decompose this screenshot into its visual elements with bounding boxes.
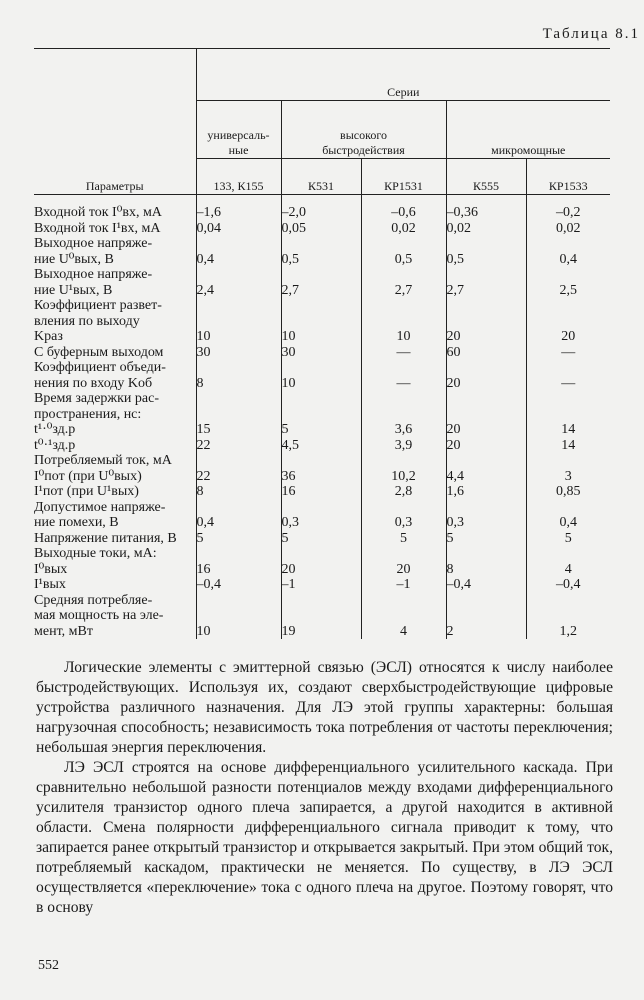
row-label: Выходные токи, мА:	[34, 546, 157, 561]
row-label: Входной ток I⁰вх, мА	[34, 205, 162, 220]
table-cell	[361, 391, 446, 407]
table-cell	[446, 407, 526, 423]
table-cell	[196, 500, 281, 516]
table-cell	[526, 360, 610, 376]
row-label: Входной ток I¹вх, мА	[34, 220, 161, 236]
table-cell	[361, 298, 446, 314]
table-cell: 3	[526, 469, 610, 485]
table-cell: 10	[196, 329, 281, 345]
table-cell	[196, 593, 281, 609]
table-cell: –0,2	[526, 205, 610, 221]
table-cell	[281, 593, 361, 609]
table-cell: 3,6	[361, 422, 446, 438]
row-label: Kраз	[34, 329, 63, 344]
table-cell: 5	[526, 531, 610, 547]
table-cell: —	[526, 376, 610, 392]
table-cell: 15	[196, 422, 281, 438]
table-row	[34, 391, 610, 407]
table-cell	[526, 593, 610, 609]
table-row	[34, 531, 610, 547]
row-label: мент, мВт	[34, 623, 93, 639]
row-label: ние U⁰вых, В	[34, 251, 114, 267]
table-cell	[446, 453, 526, 469]
row-label: ние U¹вых, В	[34, 282, 113, 298]
table-cell: 20	[446, 438, 526, 454]
row-label: вления по выходу	[34, 313, 140, 329]
table-cell	[361, 608, 446, 624]
table-cell: 5	[361, 531, 446, 547]
table-row	[34, 577, 610, 593]
table-cell: 2,7	[361, 283, 446, 299]
table-cell	[196, 407, 281, 423]
table-cell: 2,8	[361, 484, 446, 500]
table-cell: 1,2	[526, 624, 610, 640]
table-cell: 0,85	[526, 484, 610, 500]
row-label: I¹пот (при U¹вых)	[34, 484, 139, 499]
row-label: t⁰·¹зд.р	[34, 437, 76, 453]
table-row	[34, 329, 610, 345]
table-row	[34, 205, 610, 221]
table-row	[34, 252, 610, 268]
table-row	[34, 469, 610, 485]
table-cell	[446, 236, 526, 252]
table-cell	[281, 407, 361, 423]
table-cell: 2,7	[281, 283, 361, 299]
table-row	[34, 221, 610, 237]
table-cell: —	[361, 376, 446, 392]
row-label: ние помехи, В	[34, 515, 119, 530]
table-cell	[526, 453, 610, 469]
row-label: нения по входу Kоб	[34, 375, 153, 391]
row-label: С буферным выходом	[34, 344, 164, 360]
header-series: Серии	[196, 49, 610, 101]
table-cell: —	[526, 345, 610, 361]
table-row	[34, 484, 610, 500]
table-row	[34, 422, 610, 438]
table-cell	[361, 314, 446, 330]
row-label: Напряжение питания, В	[34, 530, 177, 546]
table-cell: 19	[281, 624, 361, 640]
table-cell: 4,4	[446, 469, 526, 485]
table-cell: –0,4	[526, 577, 610, 593]
table-row	[34, 624, 610, 640]
table-cell	[196, 236, 281, 252]
table-cell: 30	[196, 345, 281, 361]
table-cell: 20	[446, 422, 526, 438]
table-cell	[196, 314, 281, 330]
table-cell: 5	[281, 531, 361, 547]
table-cell: 8	[196, 484, 281, 500]
table-cell: –0,6	[361, 205, 446, 221]
table-row	[34, 283, 610, 299]
table-cell: 36	[281, 469, 361, 485]
table-row	[34, 546, 610, 562]
table-cell: 10	[361, 329, 446, 345]
table-cell	[446, 608, 526, 624]
table-cell: 0,3	[361, 515, 446, 531]
table-cell	[446, 546, 526, 562]
table-cell: 2	[446, 624, 526, 640]
table-cell	[526, 546, 610, 562]
table-cell	[281, 298, 361, 314]
table-cell: 4,5	[281, 438, 361, 454]
table-cell	[526, 391, 610, 407]
row-label: Выходное напряже-	[34, 236, 153, 251]
table-cell: —	[361, 345, 446, 361]
table-cell	[361, 546, 446, 562]
row-label: Допустимое напряже-	[34, 499, 166, 515]
table-cell: –0,36	[446, 205, 526, 221]
table-row	[34, 314, 610, 330]
table-cell	[281, 360, 361, 376]
table-cell: 0,3	[281, 515, 361, 531]
table-cell	[196, 608, 281, 624]
table-cell: 3,9	[361, 438, 446, 454]
table-cell	[446, 298, 526, 314]
table-cell: –2,0	[281, 205, 361, 221]
table-row	[34, 562, 610, 578]
table-cell	[361, 453, 446, 469]
table-cell	[281, 608, 361, 624]
row-label: Потребляемый ток, мА	[34, 453, 172, 468]
table-cell	[526, 500, 610, 516]
table-cell	[446, 267, 526, 283]
table-cell	[526, 267, 610, 283]
row-label: Время задержки рас-	[34, 391, 159, 406]
table-cell	[361, 407, 446, 423]
table-row	[34, 500, 610, 516]
row-label: I⁰вых	[34, 561, 68, 577]
table-cell: 0,5	[361, 252, 446, 268]
table-cell: 0,5	[281, 252, 361, 268]
table-cell: –1	[361, 577, 446, 593]
table-cell: 0,02	[526, 221, 610, 237]
table-cell	[446, 593, 526, 609]
header-group-lowpower: микромощные	[446, 101, 610, 159]
table-cell: 0,4	[526, 252, 610, 268]
body-text	[36, 658, 613, 918]
header-group-highspeed: высокого быстродействия	[281, 101, 446, 159]
table-cell	[361, 593, 446, 609]
table-cell: 10,2	[361, 469, 446, 485]
row-label: мая мощность на эле-	[34, 608, 164, 623]
table-label: Таблица 8.1	[542, 26, 640, 42]
table-cell	[196, 360, 281, 376]
table-cell	[361, 236, 446, 252]
table-row	[34, 608, 610, 624]
table-cell: –0,4	[196, 577, 281, 593]
table-cell: 2,4	[196, 283, 281, 299]
parameters-table	[34, 48, 610, 639]
table-cell	[281, 267, 361, 283]
table-cell: 14	[526, 422, 610, 438]
table-cell: 10	[196, 624, 281, 640]
row-label: Коэффициент объеди-	[34, 360, 166, 375]
table-cell: 1,6	[446, 484, 526, 500]
table-cell	[281, 546, 361, 562]
row-label: Выходное напряже-	[34, 267, 153, 282]
row-label: I¹вых	[34, 577, 66, 592]
row-label: Средняя потребляе-	[34, 592, 153, 608]
table-row	[34, 236, 610, 252]
table-cell: –1	[281, 577, 361, 593]
table-cell: 0,4	[196, 515, 281, 531]
header-params: Параметры	[34, 49, 196, 195]
table-cell: 5	[196, 531, 281, 547]
table-cell	[281, 500, 361, 516]
table-row	[34, 267, 610, 283]
table-cell	[446, 360, 526, 376]
table-cell	[196, 267, 281, 283]
row-label: Коэффициент развет-	[34, 298, 162, 313]
table-body	[34, 205, 610, 639]
table-cell: 0,4	[526, 515, 610, 531]
table-row	[34, 453, 610, 469]
table-cell: 20	[281, 562, 361, 578]
table-row	[34, 360, 610, 376]
table-row	[34, 438, 610, 454]
table-row	[34, 407, 610, 423]
table-cell: 0,5	[446, 252, 526, 268]
table-row	[34, 515, 610, 531]
table-cell	[446, 500, 526, 516]
table-row	[34, 345, 610, 361]
table-cell: 10	[281, 376, 361, 392]
paragraph: Логические элементы с эмиттерной связью (ЭСЛ) относятся к числу наиболее быстродействующих. Используя их, создают сверхбыстродействующие цифровые устройства различного назначения. Для ЛЭ этой группы характерны: большая нагрузочная способность; независимость тока потребления от частоты переключения; небольшая энергия переключения.	[36, 659, 613, 756]
table-cell: 22	[196, 469, 281, 485]
header-group-universal: универсаль- ные	[196, 101, 281, 159]
table-cell: 22	[196, 438, 281, 454]
table-cell: –1,6	[196, 205, 281, 221]
column-header: КР1531	[361, 159, 446, 195]
table-cell: 10	[281, 329, 361, 345]
table-cell	[361, 500, 446, 516]
table-cell: 0,02	[446, 221, 526, 237]
table-cell: 0,05	[281, 221, 361, 237]
table-cell	[196, 391, 281, 407]
table-cell: 20	[526, 329, 610, 345]
paragraph: ЛЭ ЭСЛ строятся на основе дифференциального усилительного каскада. При сравнительно небольшой разности потенциалов между входами дифференциального усилителя транзистор одного плеча запирается, а другой находится в активной области. Смена полярности дифференциального сигнала приводит к тому, что запирается ранее открытый транзистор и открывается закрытый. При этом общий ток, потребляемый каскадом, практически не меняется. По существу, в ЛЭ ЭСЛ осуществляется «переключение» тока с одного плеча на другое. Поэтому говорят, что в основу	[36, 759, 613, 916]
table-cell	[526, 407, 610, 423]
table-cell	[446, 314, 526, 330]
table-cell	[446, 391, 526, 407]
table-cell: 0,02	[361, 221, 446, 237]
table-cell: 16	[196, 562, 281, 578]
table-cell: 8	[196, 376, 281, 392]
table-row	[34, 298, 610, 314]
table-cell	[196, 298, 281, 314]
table-cell: 30	[281, 345, 361, 361]
row-label: I⁰пот (при U⁰вых)	[34, 468, 142, 484]
page-number: 552	[38, 958, 59, 973]
column-header: 133, К155	[196, 159, 281, 195]
table-cell: 14	[526, 438, 610, 454]
column-header: КР1533	[526, 159, 610, 195]
row-label: пространения, нс:	[34, 406, 142, 422]
table-cell: 16	[281, 484, 361, 500]
table-cell	[281, 314, 361, 330]
table-cell: 0,04	[196, 221, 281, 237]
column-header: К531	[281, 159, 361, 195]
table-cell: 2,7	[446, 283, 526, 299]
table-cell: 2,5	[526, 283, 610, 299]
table-cell: 60	[446, 345, 526, 361]
table-cell	[526, 608, 610, 624]
table-cell: 4	[361, 624, 446, 640]
table-cell	[281, 236, 361, 252]
column-header: К555	[446, 159, 526, 195]
table-cell: –0,4	[446, 577, 526, 593]
table-cell: 5	[281, 422, 361, 438]
table-cell	[196, 546, 281, 562]
table-cell: 8	[446, 562, 526, 578]
table-cell	[196, 453, 281, 469]
table-cell: 0,4	[196, 252, 281, 268]
table-cell: 0,3	[446, 515, 526, 531]
table-cell	[281, 391, 361, 407]
table-row	[34, 376, 610, 392]
table-cell	[361, 360, 446, 376]
table-cell: 20	[361, 562, 446, 578]
table-cell	[361, 267, 446, 283]
table-cell	[526, 298, 610, 314]
table-cell	[526, 314, 610, 330]
row-label: t¹·⁰зд.р	[34, 422, 76, 437]
table-cell	[281, 453, 361, 469]
table-cell	[526, 236, 610, 252]
table-cell: 4	[526, 562, 610, 578]
table-cell: 20	[446, 329, 526, 345]
table-cell: 5	[446, 531, 526, 547]
table-row	[34, 593, 610, 609]
table-cell: 20	[446, 376, 526, 392]
